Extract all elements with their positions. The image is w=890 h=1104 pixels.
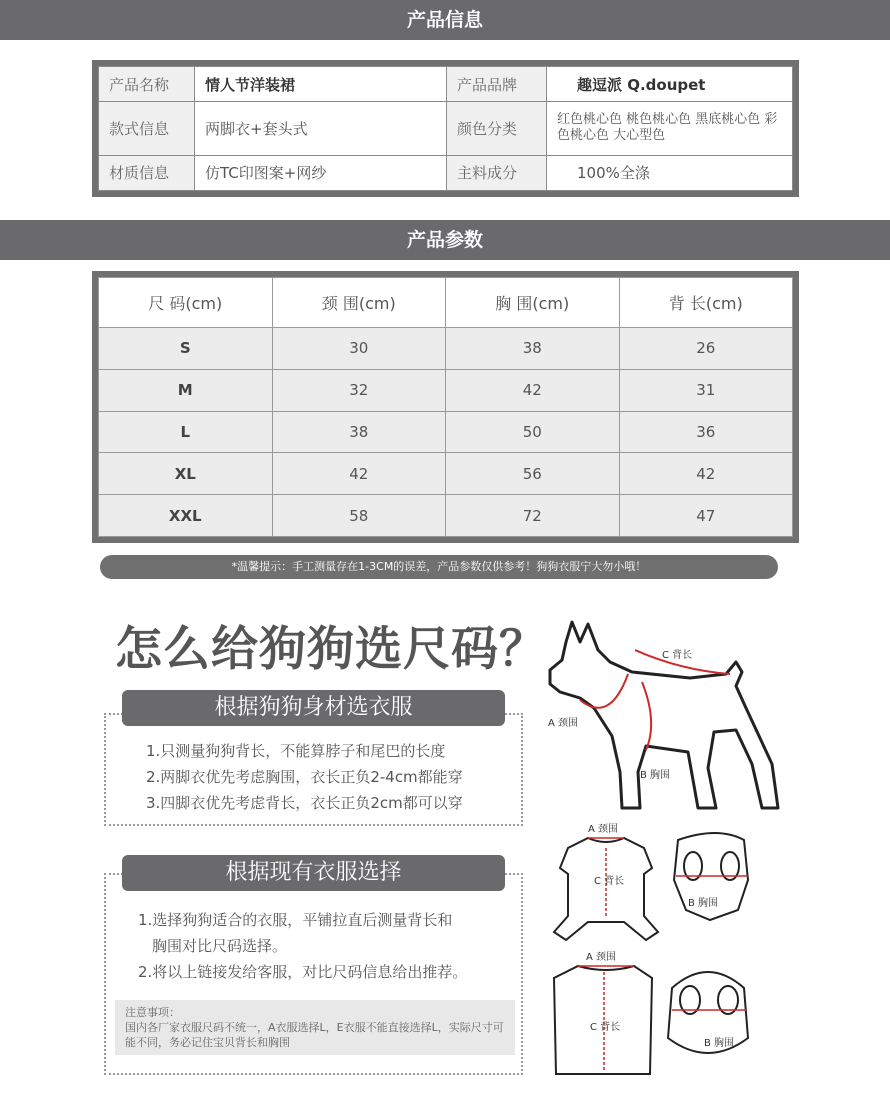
chest-girth-line xyxy=(642,682,651,750)
material-value: 仿TC印图案+网纱 xyxy=(195,155,447,190)
section2-line: 胸围对比尺码选择。 xyxy=(152,937,288,955)
column-header: 胸 围(cm) xyxy=(446,278,620,328)
chest-cell: 38 xyxy=(446,328,620,370)
info-row xyxy=(99,155,793,190)
c2-neck-label: A 颈围 xyxy=(586,952,617,963)
chest-cell: 42 xyxy=(446,369,620,411)
size-table-frame xyxy=(92,271,799,543)
product-info-table xyxy=(98,66,793,191)
info-label: 产品名称 xyxy=(99,67,195,102)
notice-title: 注意事项： xyxy=(125,1006,180,1019)
column-header: 背 长(cm) xyxy=(619,278,793,328)
size-row xyxy=(99,495,793,537)
dog-chest-label: B 胸围 xyxy=(640,770,671,781)
size-table xyxy=(98,277,793,537)
size-row xyxy=(99,411,793,453)
neck-cell: 30 xyxy=(272,328,446,370)
size-cell: XXL xyxy=(99,495,273,537)
c1-chest-label: B 胸围 xyxy=(688,898,719,909)
neck-cell: 42 xyxy=(272,453,446,495)
chest-cell: 56 xyxy=(446,453,620,495)
vest-garment-diagram xyxy=(548,948,798,1083)
section1-line: 2.两脚衣优先考虑胸围，衣长正负2-4cm都能穿 xyxy=(146,768,463,786)
guide-title: 怎么给狗狗选尺码？ xyxy=(115,622,547,677)
size-row xyxy=(99,328,793,370)
section2-line: 2.将以上链接发给客服，对比尺码信息给出推荐。 xyxy=(138,963,468,981)
neck-cell: 58 xyxy=(272,495,446,537)
back-cell: 42 xyxy=(619,453,793,495)
info-row xyxy=(99,67,793,102)
dog-measurement-diagram xyxy=(540,612,800,822)
back-cell: 36 xyxy=(619,411,793,453)
c2-chest-label: B 胸围 xyxy=(704,1038,735,1049)
section1-line: 1.只测量狗狗背长，不能算脖子和尾巴的长度 xyxy=(146,742,446,760)
info-label: 主料成分 xyxy=(447,155,547,190)
info-label: 颜色分类 xyxy=(447,102,547,155)
product-name-value: 情人节洋装裙 xyxy=(195,67,447,102)
color-options-value: 红色桃心色 桃色桃心色 黑底桃心色 彩色桃心色 大心型色 xyxy=(547,102,793,155)
size-cell: S xyxy=(99,328,273,370)
size-cell: M xyxy=(99,369,273,411)
notice-box xyxy=(115,1000,515,1055)
dog-back-label: C 背长 xyxy=(662,650,693,661)
size-row xyxy=(99,369,793,411)
dog-neck-label: A 颈围 xyxy=(548,718,579,729)
two-leg-garment-diagram xyxy=(548,820,798,945)
product-params-banner: 产品参数 xyxy=(0,220,890,260)
c1-back-label: C 背长 xyxy=(594,876,625,887)
info-label: 材质信息 xyxy=(99,155,195,190)
section2-line: 1.选择狗狗适合的衣服，平铺拉直后测量背长和 xyxy=(138,911,453,929)
vest-front-icon xyxy=(554,966,652,1074)
column-header: 尺 码(cm) xyxy=(99,278,273,328)
back-cell: 31 xyxy=(619,369,793,411)
section2-heading: 根据现有衣服选择 xyxy=(122,855,505,891)
section1-line: 3.四脚衣优先考虑背长，衣长正负2cm都可以穿 xyxy=(146,794,463,812)
notice-text: 国内各厂家衣服尺码不统一，A衣服选择L，E衣服不能直接选择L，实际尺寸可能不同，务必记住宝贝背长和胸围 xyxy=(125,1021,504,1049)
column-header: 颈 围(cm) xyxy=(272,278,446,328)
product-info-banner: 产品信息 xyxy=(0,0,890,40)
info-label: 款式信息 xyxy=(99,102,195,155)
back-cell: 26 xyxy=(619,328,793,370)
size-cell: L xyxy=(99,411,273,453)
size-row xyxy=(99,453,793,495)
info-row xyxy=(99,102,793,155)
brand-value: 趣逗派 Q.doupet xyxy=(547,67,793,102)
product-info-table-frame xyxy=(92,60,799,197)
info-label: 产品品牌 xyxy=(447,67,547,102)
size-table-header xyxy=(99,278,793,328)
section1-heading: 根据狗狗身材选衣服 xyxy=(122,690,505,726)
neck-cell: 38 xyxy=(272,411,446,453)
chest-cell: 72 xyxy=(446,495,620,537)
c2-back-label: C 背长 xyxy=(590,1022,621,1033)
style-value: 两脚衣+套头式 xyxy=(195,102,447,155)
c1-neck-label: A 颈围 xyxy=(588,824,619,835)
neck-cell: 32 xyxy=(272,369,446,411)
measurement-tip: *温馨提示：手工测量存在1-3CM的误差，产品参数仅供参考！狗狗衣服宁大勿小哦！ xyxy=(100,555,778,579)
chest-cell: 50 xyxy=(446,411,620,453)
composition-value: 100%全涤 xyxy=(547,155,793,190)
size-cell: XL xyxy=(99,453,273,495)
back-cell: 47 xyxy=(619,495,793,537)
